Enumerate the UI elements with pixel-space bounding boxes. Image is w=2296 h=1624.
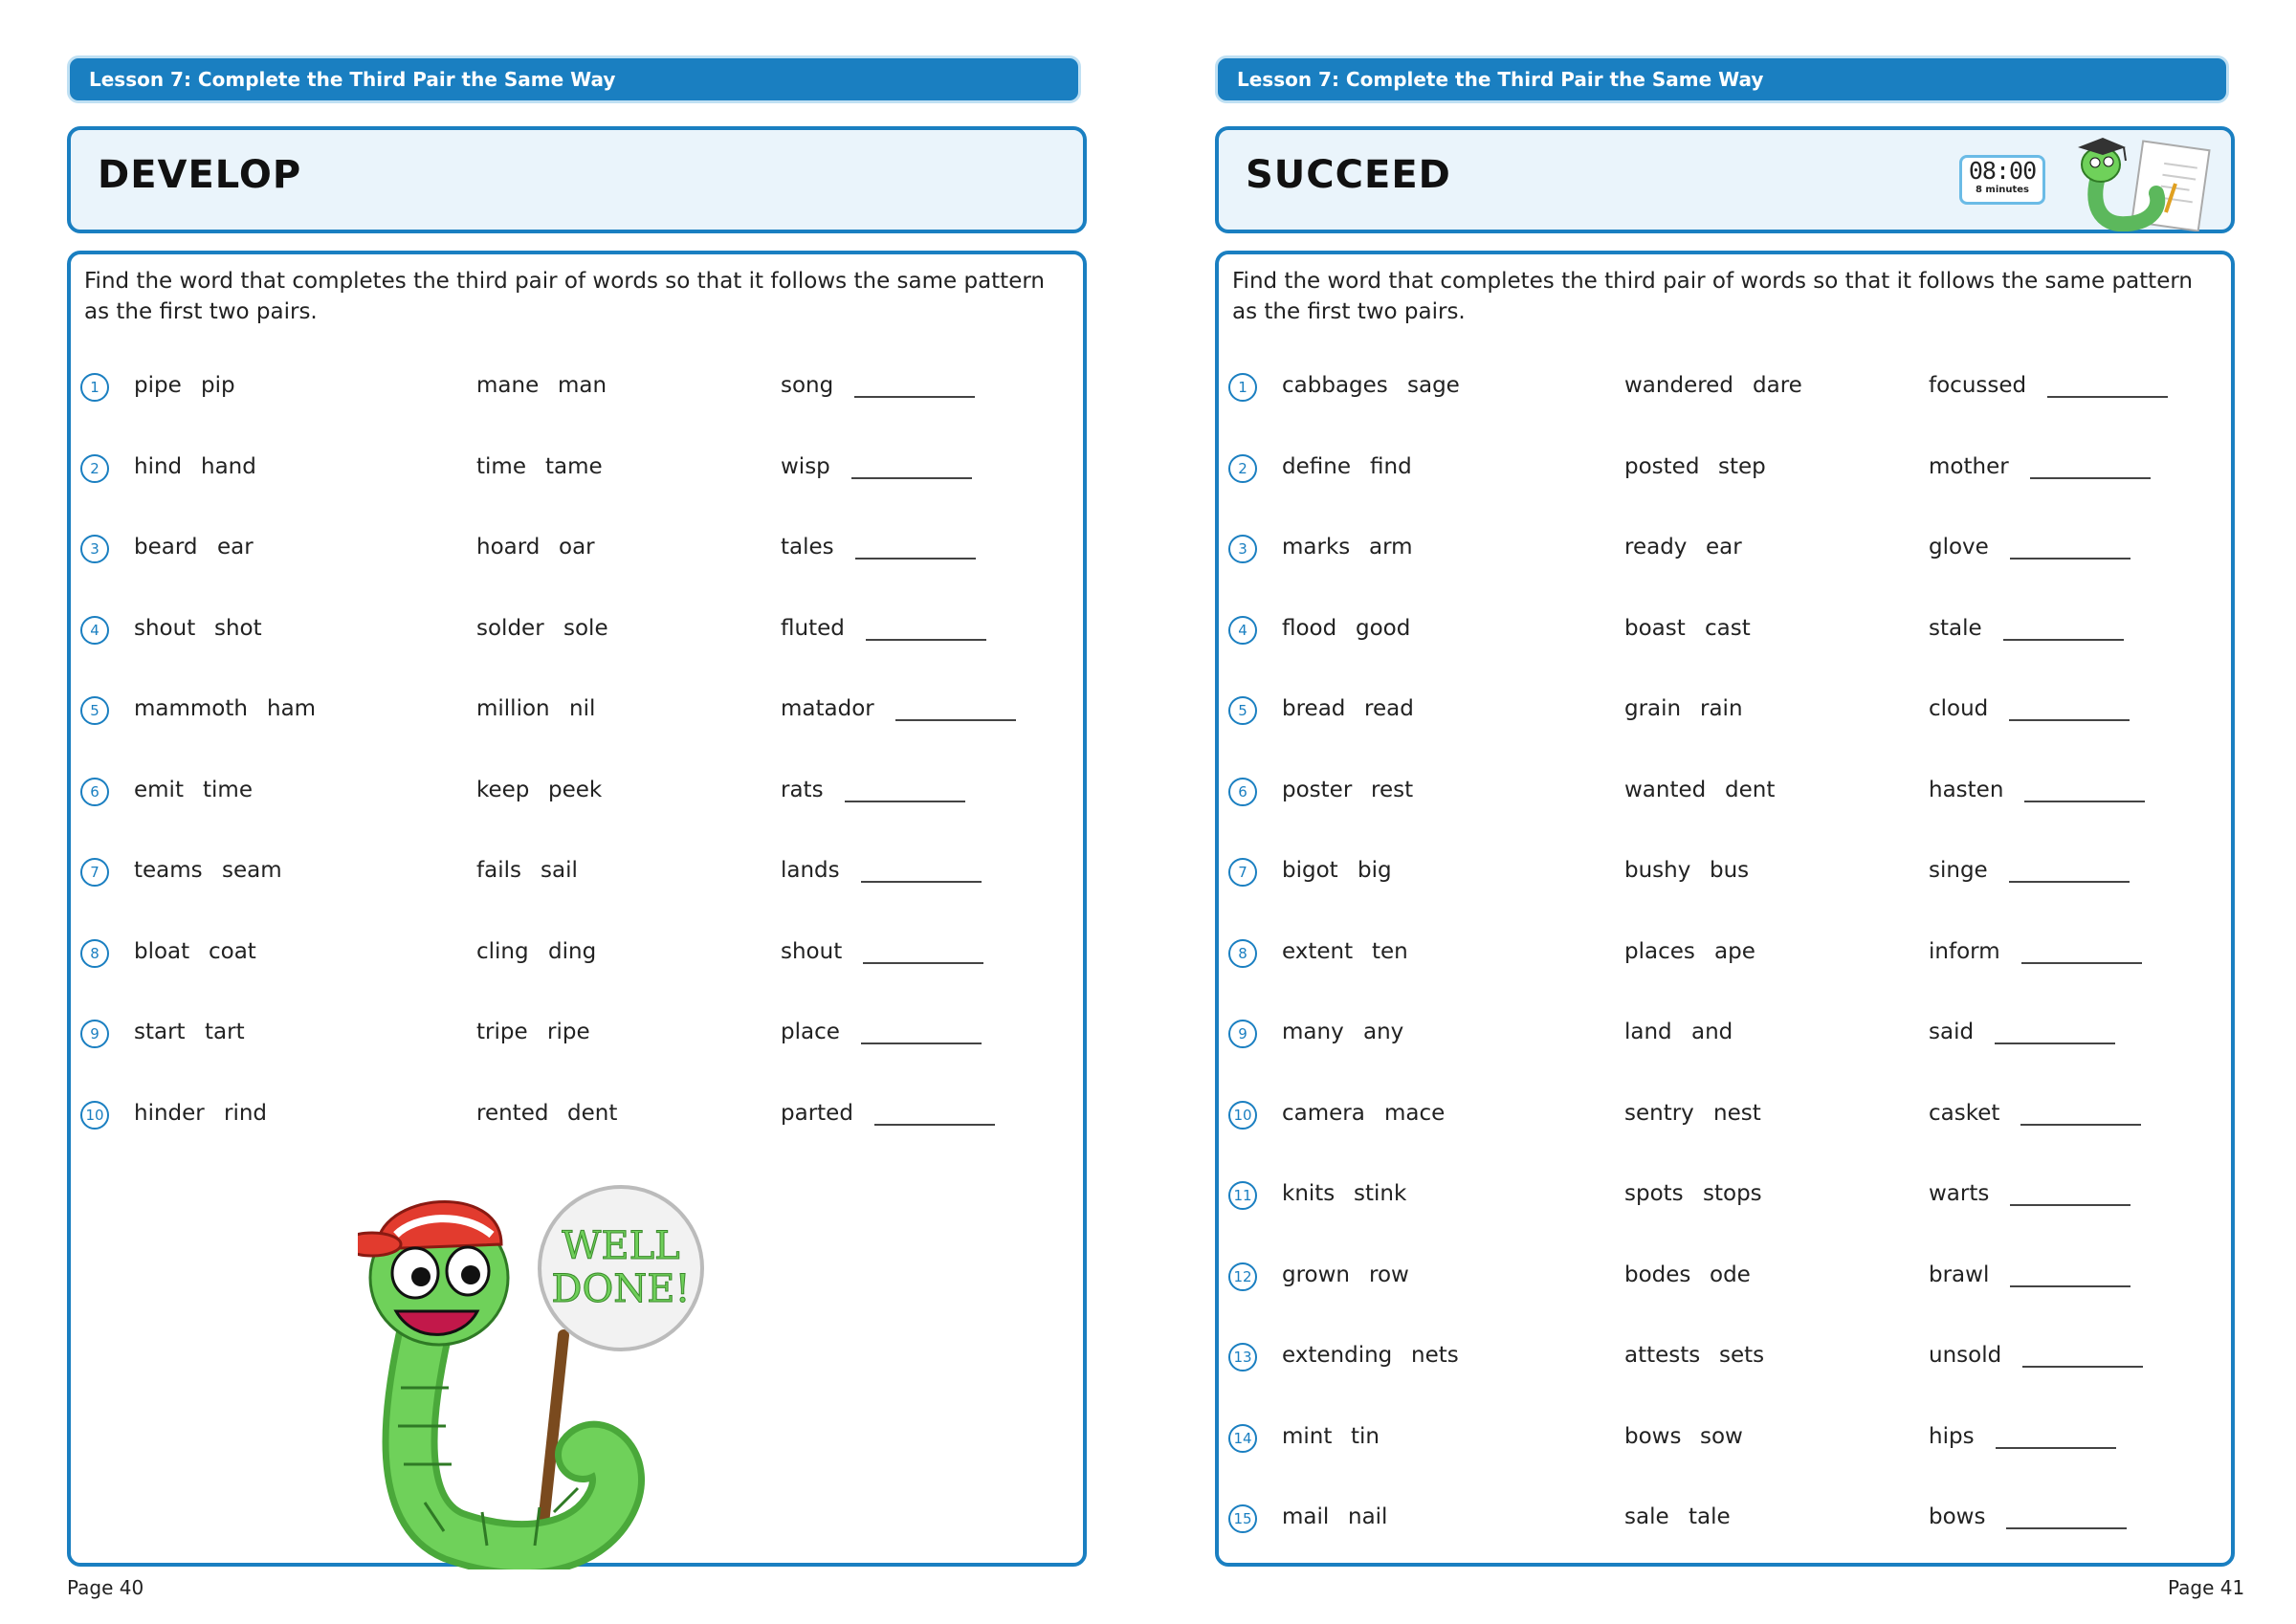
pair2-word2: tame — [545, 453, 603, 479]
pair1-word1: extent — [1282, 938, 1354, 964]
pair2-word2: ode — [1710, 1262, 1751, 1287]
pair1-word2: rest — [1371, 777, 1414, 802]
question-number: 15 — [1228, 1504, 1257, 1533]
pair1-word2: rind — [224, 1100, 268, 1126]
pair1-word1: mail — [1282, 1504, 1330, 1529]
pair1-word2: find — [1370, 453, 1412, 479]
question-row — [1219, 1259, 2233, 1297]
question-row — [1219, 450, 2233, 489]
pair1-word2: ham — [267, 696, 317, 721]
pair2-word2: stops — [1703, 1181, 1762, 1206]
answer-blank[interactable] — [2009, 881, 2130, 883]
pair3-word1: inform — [1929, 938, 2000, 964]
pair1-word1: grown — [1282, 1262, 1351, 1287]
pair2-word2: dare — [1753, 373, 1802, 398]
pair2-word2: nest — [1713, 1100, 1761, 1126]
answer-blank[interactable] — [2003, 639, 2124, 641]
pair1-word2: nail — [1348, 1504, 1388, 1529]
pair1-word1: extending — [1282, 1343, 1393, 1368]
pair2-word1: wandered — [1624, 373, 1733, 398]
question-number: 8 — [80, 939, 109, 968]
pair2-word1: posted — [1624, 453, 1700, 479]
question-row — [71, 1016, 1085, 1054]
question-row — [71, 612, 1085, 650]
pair1-word1: cabbages — [1282, 373, 1388, 398]
pair1-word2: hand — [201, 453, 256, 479]
exercise-box — [1215, 251, 2235, 1567]
pair1-word1: hind — [134, 453, 183, 479]
question-number: 13 — [1228, 1343, 1257, 1372]
pair2-word1: ready — [1624, 535, 1688, 560]
pair2-word2: and — [1691, 1020, 1733, 1044]
pair3-word1: stale — [1929, 615, 1982, 641]
question-number: 9 — [80, 1020, 109, 1048]
pair1-word1: mint — [1282, 1423, 1333, 1449]
question-row — [71, 450, 1085, 489]
question-number: 2 — [80, 454, 109, 483]
pair1-word2: any — [1363, 1020, 1404, 1044]
pair3-word1: tales — [781, 535, 834, 560]
timer-badge — [1959, 155, 2045, 205]
answer-blank[interactable] — [866, 639, 986, 641]
pair3-word1: hasten — [1929, 777, 2004, 802]
question-row — [1219, 935, 2233, 974]
pair1-word2: tart — [205, 1020, 245, 1044]
pair2-word2: ding — [548, 938, 597, 964]
worm-graduate-icon — [2070, 136, 2214, 231]
pair2-word2: sail — [541, 858, 578, 883]
pair2-word2: sets — [1719, 1343, 1765, 1368]
pair2-word1: places — [1624, 938, 1695, 964]
answer-blank[interactable] — [2030, 477, 2151, 479]
pair2-word1: million — [476, 696, 550, 721]
timer-label: 8 minutes — [1975, 185, 2030, 195]
question-row — [1219, 1339, 2233, 1377]
answer-blank[interactable] — [845, 801, 965, 802]
question-number: 14 — [1228, 1424, 1257, 1453]
page-number: Page 41 — [2168, 1576, 2245, 1599]
pair3-word1: shout — [781, 938, 843, 964]
pair2-word1: wanted — [1624, 777, 1707, 802]
answer-blank[interactable] — [2010, 1285, 2130, 1287]
pair3-word1: fluted — [781, 615, 845, 641]
question-row — [71, 692, 1085, 731]
pair1-word1: teams — [134, 858, 203, 883]
pair2-word1: keep — [476, 777, 530, 802]
pair3-word1: glove — [1929, 535, 1989, 560]
answer-blank[interactable] — [2006, 1527, 2127, 1529]
pair1-word2: stink — [1354, 1181, 1407, 1206]
question-row — [71, 1097, 1085, 1135]
pair3-word1: cloud — [1929, 696, 1989, 721]
pair3-word1: song — [781, 373, 834, 398]
pair2-word2: oar — [559, 535, 595, 560]
pair1-word2: read — [1364, 696, 1414, 721]
question-row — [1219, 612, 2233, 650]
pair2-word2: ear — [1706, 535, 1742, 560]
answer-blank[interactable] — [2020, 1124, 2141, 1126]
question-row — [71, 531, 1085, 569]
pair2-word2: bus — [1710, 858, 1750, 883]
pair1-word2: mace — [1384, 1100, 1446, 1126]
pair1-word2: shot — [214, 615, 262, 641]
answer-blank[interactable] — [2010, 1204, 2130, 1206]
pair1-word1: mammoth — [134, 696, 248, 721]
page-left — [29, 0, 1119, 1624]
question-row — [1219, 1420, 2233, 1459]
pair3-word1: matador — [781, 696, 874, 721]
pair1-word2: big — [1358, 858, 1392, 883]
pair3-word1: singe — [1929, 858, 1988, 883]
svg-text:DONE!: DONE! — [551, 1267, 691, 1311]
pair2-word1: cling — [476, 938, 529, 964]
pair2-word1: time — [476, 453, 526, 479]
question-row — [71, 369, 1085, 407]
question-number: 1 — [1228, 373, 1257, 402]
pair2-word1: bows — [1624, 1423, 1682, 1449]
question-number: 6 — [1228, 778, 1257, 806]
answer-blank[interactable] — [851, 477, 972, 479]
question-number: 10 — [1228, 1101, 1257, 1130]
pair2-word2: rain — [1700, 696, 1743, 721]
pair2-word1: sentry — [1624, 1100, 1694, 1126]
answer-blank[interactable] — [1995, 1042, 2115, 1044]
pair1-word2: sage — [1407, 373, 1460, 398]
timer-time: 08:00 — [1968, 157, 2037, 185]
pair2-word2: ape — [1714, 938, 1755, 964]
pair1-word1: shout — [134, 615, 196, 641]
question-number: 10 — [80, 1101, 109, 1130]
answer-blank[interactable] — [855, 558, 976, 560]
pair2-word1: bushy — [1624, 858, 1691, 883]
question-row — [1219, 774, 2233, 812]
question-row — [71, 774, 1085, 812]
pair1-word2: ear — [217, 535, 254, 560]
pair2-word2: man — [558, 373, 607, 398]
pair2-word2: peek — [548, 777, 603, 802]
answer-blank[interactable] — [2022, 1366, 2143, 1368]
pair2-word1: tripe — [476, 1020, 528, 1044]
question-number: 11 — [1228, 1181, 1257, 1210]
question-number: 7 — [1228, 858, 1257, 887]
answer-blank[interactable] — [861, 1042, 982, 1044]
question-number: 8 — [1228, 939, 1257, 968]
question-row — [1219, 1501, 2233, 1539]
instructions: Find the word that completes the third pair of words so that it follows the same pattern as the first two pairs. — [1232, 269, 2193, 324]
pair1-word2: coat — [209, 938, 256, 964]
pair1-word1: emit — [134, 777, 184, 802]
question-number: 5 — [1228, 696, 1257, 725]
pair3-word1: bows — [1929, 1504, 1986, 1529]
pair2-word1: spots — [1624, 1181, 1684, 1206]
pair3-word1: warts — [1929, 1181, 1990, 1206]
pair1-word2: arm — [1369, 535, 1413, 560]
pair1-word1: define — [1282, 453, 1351, 479]
question-number: 4 — [80, 616, 109, 645]
pair2-word1: solder — [476, 615, 544, 641]
question-row — [1219, 1177, 2233, 1216]
answer-blank[interactable] — [861, 881, 982, 883]
pair1-word2: seam — [222, 858, 282, 883]
pair2-word2: dent — [1725, 777, 1776, 802]
answer-blank[interactable] — [895, 719, 1016, 721]
answer-blank[interactable] — [1996, 1447, 2116, 1449]
pair3-word1: said — [1929, 1020, 1975, 1044]
pair1-word1: beard — [134, 535, 198, 560]
question-row — [1219, 531, 2233, 569]
pair3-word1: parted — [781, 1100, 853, 1126]
pair2-word2: cast — [1705, 615, 1751, 641]
pair1-word1: marks — [1282, 535, 1351, 560]
pair3-word1: lands — [781, 858, 840, 883]
pair1-word1: hinder — [134, 1100, 205, 1126]
pair2-word1: boast — [1624, 615, 1686, 641]
section-header — [1215, 126, 2235, 233]
answer-blank[interactable] — [2047, 396, 2168, 398]
pair1-word1: bread — [1282, 696, 1346, 721]
pair3-word1: focussed — [1929, 373, 2027, 398]
pair3-word1: rats — [781, 777, 824, 802]
pair1-word2: ten — [1372, 938, 1408, 964]
pair1-word1: many — [1282, 1020, 1344, 1044]
question-number: 9 — [1228, 1020, 1257, 1048]
pair1-word2: good — [1356, 615, 1411, 641]
question-number: 12 — [1228, 1262, 1257, 1291]
pair2-word2: sole — [563, 615, 608, 641]
pair1-word1: camera — [1282, 1100, 1365, 1126]
pair2-word2: tale — [1689, 1504, 1731, 1529]
question-number: 5 — [80, 696, 109, 725]
pair2-word2: sow — [1700, 1423, 1743, 1449]
page-number: Page 40 — [67, 1576, 144, 1599]
pair3-word1: unsold — [1929, 1343, 2002, 1368]
pair2-word2: nil — [569, 696, 596, 721]
question-row — [1219, 1097, 2233, 1135]
pair1-word2: row — [1369, 1262, 1409, 1287]
pair2-word1: fails — [476, 858, 521, 883]
instructions: Find the word that completes the third pair of words so that it follows the same pattern as the first two pairs. — [84, 269, 1045, 324]
question-number: 6 — [80, 778, 109, 806]
pair1-word1: bigot — [1282, 858, 1338, 883]
question-number: 1 — [80, 373, 109, 402]
pair2-word2: dent — [567, 1100, 618, 1126]
pair3-word1: place — [781, 1020, 840, 1044]
question-number: 2 — [1228, 454, 1257, 483]
section-title: DEVELOP — [98, 153, 302, 197]
pair2-word2: step — [1718, 453, 1766, 479]
pair1-word1: knits — [1282, 1181, 1336, 1206]
question-row — [1219, 1016, 2233, 1054]
question-row — [1219, 369, 2233, 407]
section-header — [67, 126, 1087, 233]
pair2-word1: sale — [1624, 1504, 1669, 1529]
pair2-word1: attests — [1624, 1343, 1701, 1368]
question-row — [71, 935, 1085, 974]
question-row — [1219, 692, 2233, 731]
pair2-word1: hoard — [476, 535, 541, 560]
pair1-word1: start — [134, 1020, 186, 1044]
question-number: 7 — [80, 858, 109, 887]
question-row — [1219, 854, 2233, 892]
pair1-word2: tin — [1351, 1423, 1380, 1449]
pair2-word1: mane — [476, 373, 540, 398]
answer-blank[interactable] — [2010, 558, 2130, 560]
pair3-word1: casket — [1929, 1100, 2000, 1126]
pair3-word1: hips — [1929, 1423, 1975, 1449]
pair2-word1: land — [1624, 1020, 1672, 1044]
answer-blank[interactable] — [863, 962, 983, 964]
pair3-word1: brawl — [1929, 1262, 1990, 1287]
exercise-box — [67, 251, 1087, 1567]
pair2-word1: bodes — [1624, 1262, 1691, 1287]
pair1-word2: nets — [1411, 1343, 1459, 1368]
pair3-word1: mother — [1929, 453, 2009, 479]
question-number: 4 — [1228, 616, 1257, 645]
answer-blank[interactable] — [2021, 962, 2142, 964]
pair1-word1: pipe — [134, 373, 182, 398]
pair2-word1: grain — [1624, 696, 1682, 721]
pair1-word1: flood — [1282, 615, 1337, 641]
pair1-word1: bloat — [134, 938, 190, 964]
pair2-word1: rented — [476, 1100, 549, 1126]
pair2-word2: ripe — [547, 1020, 590, 1044]
answer-blank[interactable] — [2024, 801, 2145, 802]
pair1-word1: poster — [1282, 777, 1353, 802]
page-right — [1177, 0, 2267, 1624]
answer-blank[interactable] — [854, 396, 975, 398]
worm-mascot-illustration — [358, 1168, 760, 1569]
question-number: 3 — [1228, 535, 1257, 563]
section-title: SUCCEED — [1246, 153, 1451, 197]
answer-blank[interactable] — [2009, 719, 2130, 721]
question-row — [71, 854, 1085, 892]
pair1-word2: time — [203, 777, 253, 802]
svg-text:WELL: WELL — [562, 1224, 680, 1268]
lesson-header-bar: Lesson 7: Complete the Third Pair the Same Way — [67, 55, 1081, 103]
lesson-header-bar: Lesson 7: Complete the Third Pair the Same Way — [1215, 55, 2229, 103]
answer-blank[interactable] — [874, 1124, 995, 1126]
pair3-word1: wisp — [781, 453, 830, 479]
pair1-word2: pip — [201, 373, 235, 398]
question-number: 3 — [80, 535, 109, 563]
